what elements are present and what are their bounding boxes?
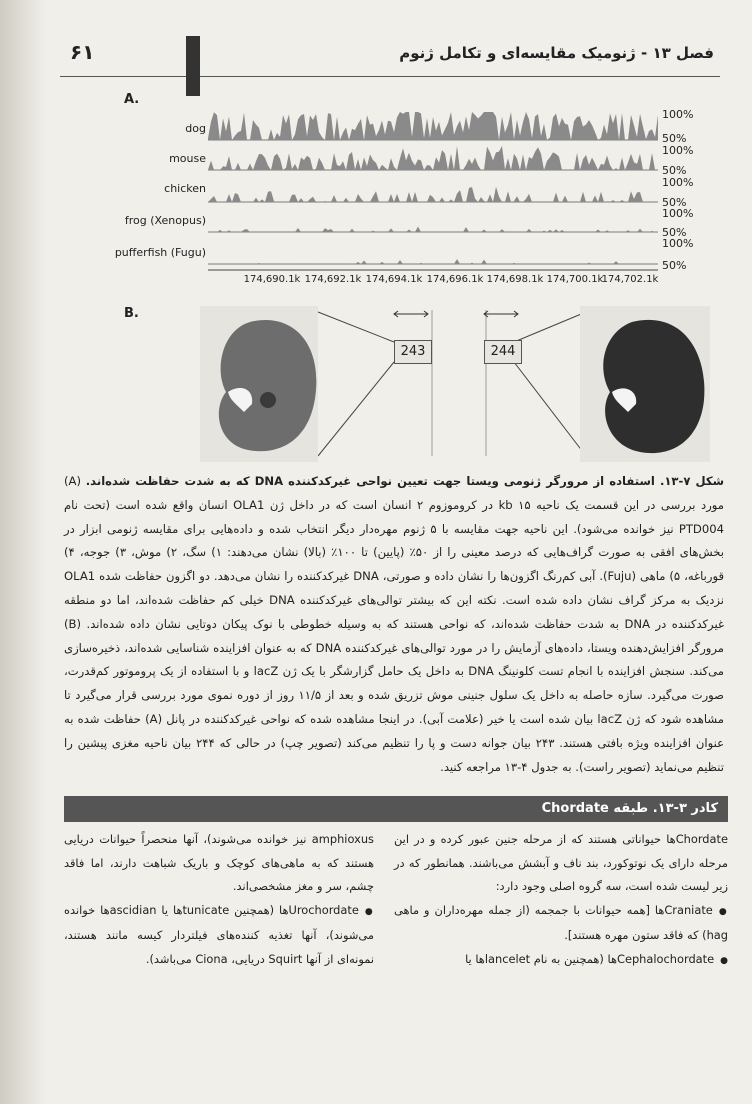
conservation-profile <box>208 146 658 170</box>
x-axis-tick: 174,702.1k <box>601 274 659 285</box>
chapter-title: فصل ۱۳ - ژنومیک مقایسه‌ای و تکامل ژنوم <box>399 44 714 62</box>
box-header <box>64 796 728 822</box>
track-dog-top-pct: 100% <box>662 108 694 121</box>
x-axis-tick: 174,700.1k <box>546 274 604 285</box>
page-number: ۶۱ <box>70 40 95 64</box>
track-dog-bottom-pct: 50% <box>662 132 687 145</box>
panel-b-label: B. <box>124 306 139 321</box>
embryo-right-image <box>580 306 710 462</box>
track-mouse-top-pct: 100% <box>662 144 694 157</box>
track-chicken-top-pct: 100% <box>662 176 694 189</box>
embryo-left-image <box>200 306 318 462</box>
track-label-frog: frog (Xenopus) <box>124 214 206 227</box>
conservation-profile <box>208 227 658 232</box>
track-pufferfish-top-pct: 100% <box>662 237 694 250</box>
track-pufferfish-bottom-pct: 50% <box>662 259 687 272</box>
conservation-plot <box>0 0 752 470</box>
panel-a-label: A. <box>124 92 140 107</box>
caption-body: (A) مورد بررسی در این قسمت یک ناحیه ۱۵ kb در کروموزوم ۲ انسان است که در داخل ژن OLA1 انسان واقع شده است (تحت نام PTD004 نیز خوانده می‌شود). این ناحیه جهت مقایسه با ۵ ژنوم مهره‌دار دیگر انتخاب شده و داده‌هایی برای مقایسه ژنومی ابزار در بخش‌های افقی به صورت گراف‌هایی که درصد معینی را از ۵۰٪ (پایین) تا ۱۰۰٪ (بالا) نشان می‌دهند: ۱) سگ، ۲) موش، ۳) جوجه، ۴) قورباغه، ۵) ماهی (Fuju). آبی کم‌رنگ اگزون‌ها را نشان داده و صورتی، DNA غیرکدکننده را نشان می‌دهد. دو اگزون حفاظت شده OLA1 نزدیک به مرکز گراف نشان داده شده است. نکته این که بیشتر توالی‌های غیرکدکننده DNA خیلی کم حفاظت شده‌اند، اما دو منطقه غیرکدکننده در DNA به شدت حفاظت شده‌اند، که نواحی هستند که به وسیله خطوطی با نوک پیکان دوتایی نشان داده شده‌اند. (B) مرورگر افزایش‌دهنده ویستا، داده‌های آزمایش را در مورد توالی‌های غیرکدکننده DNA که به عنوان افزاینده شناسایی شده‌اند، ذخیره‌سازی می‌کند. سنجش افزاینده با انجام تست کلونینگ DNA به داخل یک حامل گزارشگر با یک ژن lacZ و با استفاده از یک پروموتور کم‌قدرت، صورت می‌گیرد. سازه حاصله به داخل یک سلول جنینی موش تزریق شده و بعد از ۱۱/۵ روز از دوره نموی مورد بررسی قرار می‌گیرد تا مشاهده شود که ژن lacZ بیان شده است یا خیر (علامت آبی). در اینجا مشاهده شده که نواحی غیرکدکننده در پانل (A) حفاظت شده به عنوان افزاینده ویژه بافتی هستند. ۲۴۳ بیان جوانه دست و پا را تنظیم می‌کند (تصویر چپ) در حالی که ۲۴۴ بیان ناحیه مغزی پیشین را تنظیم می‌نماید (تصویر راست). به جدول ۴-۱۳ مراجعه کنید. <box>64 474 725 774</box>
connector-line <box>318 362 394 456</box>
conservation-profile <box>208 187 658 202</box>
connector-line <box>514 362 586 456</box>
connector-line <box>318 312 394 342</box>
x-axis-tick: 174,694.1k <box>365 274 423 285</box>
box-right-column <box>394 828 728 973</box>
track-label-pufferfish: pufferfish (Fugu) <box>114 246 206 259</box>
box-continuation: amphioxus نیز خوانده می‌شوند)، آنها منحصراً حیوانات دریایی هستند که به ماهی‌های کوچک و باریک شباهت دارند، اما فاقد چشم، سر و مغز مشخصی‌اند. <box>64 832 374 893</box>
figure-caption <box>64 470 724 779</box>
track-frog-top-pct: 100% <box>662 207 694 220</box>
box-left-column <box>64 828 374 971</box>
caption-title: شکل ۷-۱۳. استفاده از مرورگر ژنومی ویستا جهت تعیین نواحی غیرکدکننده DNA که به شدت حفاظت شده‌اند. <box>85 474 724 488</box>
track-label-chicken: chicken <box>164 182 206 195</box>
box-bullet-urochordate: ● Urochordateها (همچنین tunicateها یا ascidianها خوانده می‌شوند)، آنها تغذیه کننده‌های فیلتردار کیسه مانند هستند، نمونه‌ای از آنها Squirt دریایی، Ciona می‌باشد). <box>64 899 374 972</box>
figure-vista-browser <box>0 0 752 470</box>
track-mouse-bottom-pct: 50% <box>662 164 687 177</box>
track-chicken-bottom-pct: 50% <box>662 196 687 209</box>
track-label-dog: dog <box>185 122 206 135</box>
x-axis-tick: 174,698.1k <box>486 274 544 285</box>
connector-line <box>514 312 586 342</box>
enhancer-box-243: 243 <box>394 340 432 364</box>
box-title: کادر ۳-۱۳. طبقه Chordate <box>541 801 718 816</box>
enhancer-box-244: 244 <box>484 340 522 364</box>
x-axis-tick: 174,696.1k <box>426 274 484 285</box>
double-arrow-icon <box>394 311 428 317</box>
x-axis-tick: 174,690.1k <box>243 274 301 285</box>
conservation-profile <box>208 259 658 264</box>
x-axis-tick: 174,692.1k <box>304 274 362 285</box>
track-frog-bottom-pct: 50% <box>662 226 687 239</box>
double-arrow-icon <box>484 311 518 317</box>
conservation-profile <box>208 112 658 140</box>
box-bullet-cephalochordate: ● Cephalochordateها (همچنین به نام lanceletها یا <box>394 948 728 974</box>
box-intro: Chordateها حیواناتی هستند که از مرحله جنین عبور کرده و در این مرحله دارای یک نوتوکورد، بند ناف و آبشش می‌باشند. همانطور که در زیر لیست شده است، سه گروه اصلی وجود دارد: <box>394 832 728 893</box>
box-bullet-craniate: ● Craniateها [همه حیوانات با جمجمه (از جمله مهره‌داران و ماهی hag) که فاقد ستون مهره هستند]. <box>394 899 728 948</box>
track-label-mouse: mouse <box>169 152 206 165</box>
